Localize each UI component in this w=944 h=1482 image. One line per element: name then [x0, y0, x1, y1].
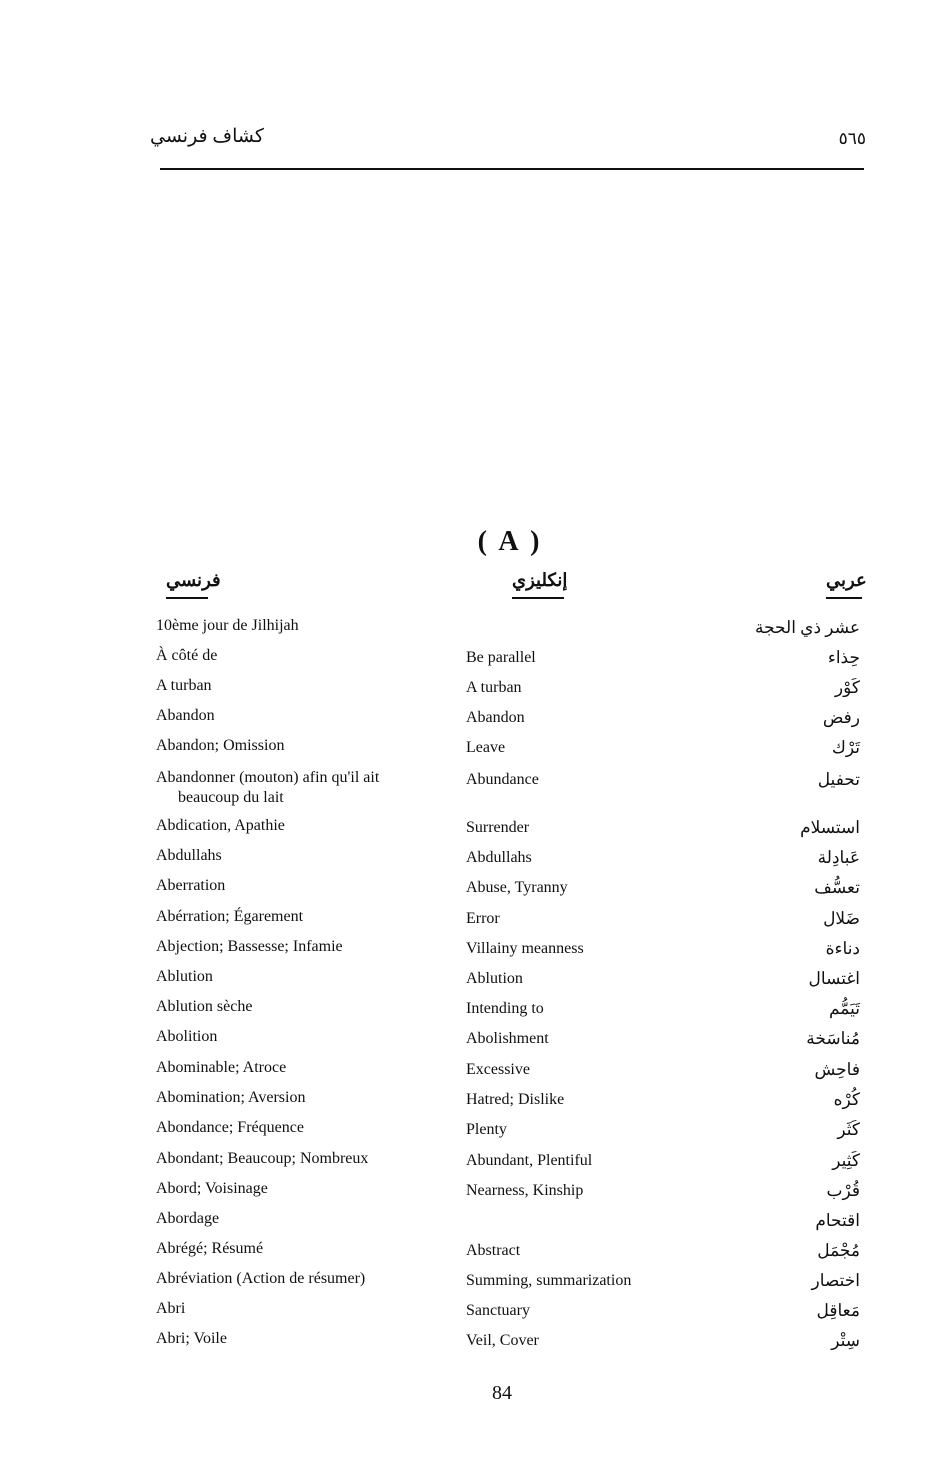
entry-french — [156, 1058, 446, 1078]
entry-french-text: Abdication, Apathie — [156, 817, 285, 834]
entry-french-text: Abjection; Bassesse; Infamie — [156, 938, 343, 955]
entry-french — [156, 967, 446, 987]
entry-french-text: Abandon; Omission — [156, 737, 285, 754]
entry-french — [156, 1149, 446, 1169]
entry-english: Veil, Cover — [466, 1332, 539, 1349]
entry-english: Abuse, Tyranny — [466, 879, 568, 896]
entry-english: Excessive — [466, 1061, 530, 1078]
entry-french-text: Abrégé; Résumé — [156, 1240, 264, 1257]
entry-french-text: Abandon — [156, 707, 215, 724]
entry-arabic: عشر ذي الحجة — [754, 618, 860, 637]
entry-french — [156, 1269, 446, 1289]
entry-french-text: Abri — [156, 1300, 186, 1317]
entry-french-text: Abdullahs — [156, 847, 222, 864]
entry-english: Hatred; Dislike — [466, 1091, 565, 1108]
column-header-french-label: فرنسي — [166, 570, 221, 590]
entry-french — [156, 816, 446, 836]
page-number-arabic: ٥٦٥ — [838, 129, 866, 148]
entry-arabic: كَثَر — [837, 1120, 860, 1139]
entry-arabic: استسلام — [800, 818, 860, 837]
entry-french — [156, 997, 446, 1017]
entry-arabic: كَوْر — [834, 678, 860, 697]
entry-french — [156, 1209, 446, 1229]
entry-arabic: سِتْر — [831, 1331, 860, 1350]
entry-english: Error — [466, 910, 500, 927]
entry-english: Be parallel — [466, 649, 536, 666]
column-header-english — [512, 570, 568, 599]
entry-english: Sanctuary — [466, 1302, 530, 1319]
entry-french — [156, 706, 446, 726]
entry-english: Nearness, Kinship — [466, 1182, 584, 1199]
entry-french — [156, 1239, 446, 1259]
entry-french-continuation: beaucoup du lait — [178, 789, 284, 806]
entry-arabic: دناءة — [825, 939, 860, 958]
entry-arabic: عَبادِلة — [817, 848, 860, 867]
entry-french — [156, 736, 446, 756]
entry-arabic: تحفيل — [817, 770, 860, 789]
entry-french — [156, 1179, 446, 1199]
entry-english: Abandon — [466, 709, 525, 726]
entry-french-text: Abolition — [156, 1028, 218, 1045]
entry-french — [156, 646, 446, 666]
entry-arabic: ضَلال — [823, 909, 860, 928]
entry-english: Intending to — [466, 1000, 544, 1017]
column-header-english-label: إنكليزي — [512, 570, 568, 590]
entry-english: Leave — [466, 739, 506, 756]
entry-french-text: À côté de — [156, 647, 218, 664]
column-header-french-underline — [166, 597, 208, 599]
entry-arabic: اختصار — [811, 1271, 860, 1290]
entry-french — [156, 676, 446, 696]
entry-french-text: Abondance; Fréquence — [156, 1119, 304, 1136]
section-letter: ( A ) — [477, 526, 543, 557]
header-rule — [160, 168, 864, 170]
entry-french-text: A turban — [156, 677, 212, 694]
entry-english: Abolishment — [466, 1030, 549, 1047]
entry-arabic: حِذاء — [827, 648, 860, 667]
entry-english: Villainy meanness — [466, 940, 584, 957]
entry-arabic: كُرْه — [833, 1090, 860, 1109]
entry-english: Ablution — [466, 970, 523, 987]
entry-french-text: Abréviation (Action de résumer) — [156, 1270, 366, 1287]
entry-french-text: Abordage — [156, 1210, 220, 1227]
entry-french-text: Ablution — [156, 968, 213, 985]
entry-french — [156, 768, 446, 808]
entry-french — [156, 1118, 446, 1138]
entry-french-text: Abandonner (mouton) afin qu'il ait — [156, 769, 380, 786]
entry-french — [156, 616, 446, 636]
entry-french — [156, 937, 446, 957]
entry-french — [156, 1088, 446, 1108]
column-header-arabic-label: عربي — [826, 570, 867, 590]
entry-french — [156, 907, 446, 927]
entry-french-text: 10ème jour de Jilhijah — [156, 617, 299, 634]
entry-french — [156, 1329, 446, 1349]
entry-english: Abdullahs — [466, 849, 532, 866]
entry-french — [156, 1299, 446, 1319]
entry-english: Abundance — [466, 771, 539, 788]
column-header-french — [166, 570, 221, 599]
entry-arabic: اغتسال — [808, 969, 860, 988]
entry-french-text: Abondant; Beaucoup; Nombreux — [156, 1150, 369, 1167]
entry-english: A turban — [466, 679, 522, 696]
entry-french — [156, 876, 446, 896]
entry-arabic: مُجْمَل — [817, 1241, 860, 1260]
entry-french-text: Abri; Voile — [156, 1330, 227, 1347]
column-header-english-underline — [512, 597, 564, 599]
entry-french — [156, 1027, 446, 1047]
column-header-arabic — [826, 570, 867, 599]
entry-arabic: مَعاقِل — [816, 1301, 860, 1320]
entry-english: Plenty — [466, 1121, 507, 1138]
entry-french-text: Abominable; Atroce — [156, 1059, 287, 1076]
entry-french — [156, 846, 446, 866]
entry-english: Abstract — [466, 1242, 521, 1259]
entry-arabic: تَرْك — [831, 738, 860, 757]
column-header-arabic-underline — [826, 597, 862, 599]
entry-arabic: قُرْب — [826, 1181, 860, 1200]
entry-arabic: رفض — [822, 708, 860, 727]
entry-arabic: اقتحام — [815, 1211, 860, 1230]
entry-french-text: Abérration; Égarement — [156, 908, 304, 925]
entry-french-text: Aberration — [156, 877, 226, 894]
entry-arabic: تعسُّف — [814, 878, 860, 897]
entry-english: Abundant, Plentiful — [466, 1152, 593, 1169]
entry-arabic: كَثِير — [832, 1151, 860, 1170]
entry-french-text: Abord; Voisinage — [156, 1180, 268, 1197]
entry-english: Surrender — [466, 819, 530, 836]
running-title: كشاف فرنسي — [150, 126, 264, 147]
entry-english: Summing, summarization — [466, 1272, 632, 1289]
entry-french-text: Abomination; Aversion — [156, 1089, 306, 1106]
entry-arabic: مُناسَخة — [806, 1029, 860, 1048]
footer-page-number: 84 — [492, 1382, 512, 1404]
entry-french-text: Ablution sèche — [156, 998, 253, 1015]
entry-arabic: فاحِش — [814, 1060, 860, 1079]
entry-arabic: تَيَمُّم — [828, 999, 860, 1018]
